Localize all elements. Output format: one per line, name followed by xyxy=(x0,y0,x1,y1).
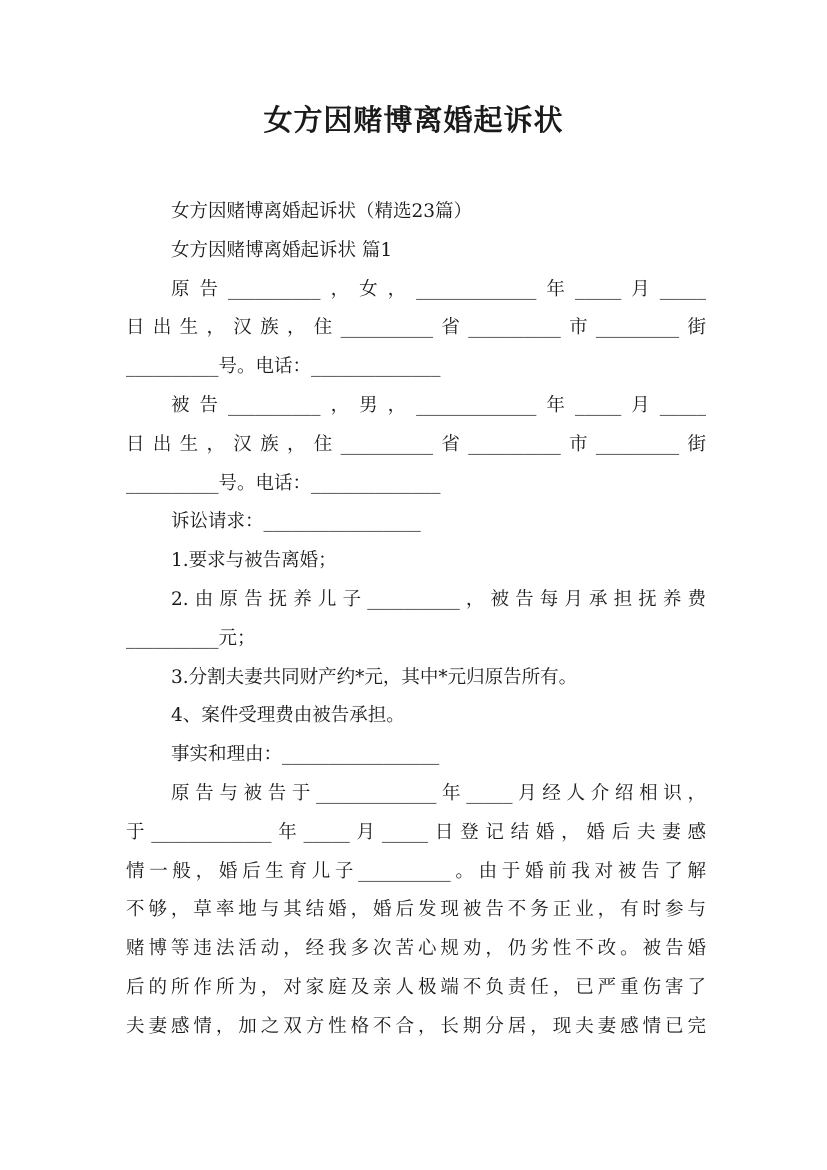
document-line: 原告__________，女，_____________年_____月_____ xyxy=(171,278,706,300)
document-line: 日出生，汉族，住__________省__________市_________街 xyxy=(126,317,706,339)
document-line: 2.由原告抚养儿子__________，被告每月承担抚养费 xyxy=(171,588,706,610)
document-line: 原告与被告于_____________年_____月经人介绍相识， xyxy=(171,782,706,804)
document-line: 1.要求与被告离婚； xyxy=(171,550,337,572)
document-line: 不够，草率地与其结婚，婚后发现被告不务正业，有时参与 xyxy=(126,899,706,921)
document-body xyxy=(126,193,706,1047)
document-line: 夫妻感情，加之双方性格不合，长期分居，现夫妻感情已完 xyxy=(126,1015,706,1037)
document-line: 女方因赌博离婚起诉状 篇1 xyxy=(171,239,393,261)
document-line: 事实和理由：_________________ xyxy=(171,744,440,766)
document-line: 日出生，汉族，住__________省__________市_________街 xyxy=(126,433,706,455)
document-line: 被告__________，男，_____________年_____月_____ xyxy=(171,394,706,416)
document-line: 后的所作所为，对家庭及亲人极端不负责任，已严重伤害了 xyxy=(126,976,706,998)
document-line: 赌博等违法活动，经我多次苦心规劝，仍劣性不改。被告婚 xyxy=(126,938,706,960)
document-line: __________号。电话：______________ xyxy=(126,356,441,378)
document-line: 诉讼请求：_________________ xyxy=(171,511,421,533)
document-line: 3.分割夫妻共同财产约*元，其中*元归原告所有。 xyxy=(171,666,578,688)
document-line: 情一般，婚后生育儿子__________。由于婚前我对被告了解 xyxy=(126,860,706,882)
document-title: 女方因赌博离婚起诉状 xyxy=(263,103,564,137)
document-line: __________元； xyxy=(126,627,256,649)
document-line: 4、案件受理费由被告承担。 xyxy=(171,705,405,727)
document-line: 于_____________年_____月_____日登记结婚，婚后夫妻感 xyxy=(126,821,706,843)
document-line: 女方因赌博离婚起诉状（精选23篇） xyxy=(171,201,473,222)
document-line: __________号。电话：______________ xyxy=(126,472,441,494)
